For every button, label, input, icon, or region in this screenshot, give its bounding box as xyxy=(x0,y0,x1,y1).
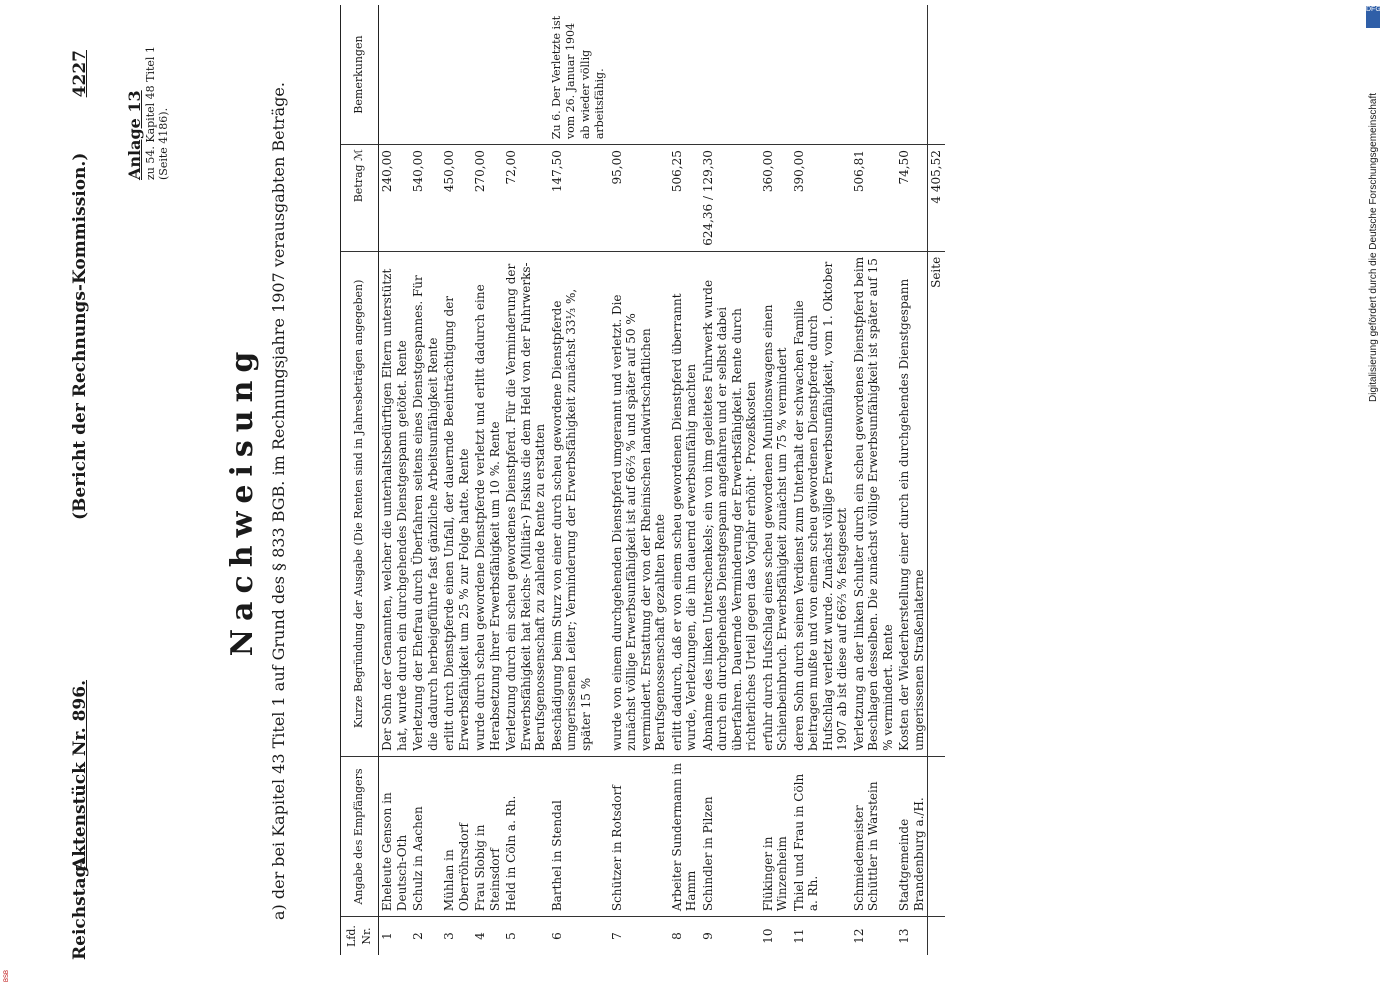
table-row xyxy=(896,5,928,955)
row-number: 5 xyxy=(504,932,518,940)
row-number: 12 xyxy=(851,928,866,944)
row-recipient: Schützer in Rotsdorf xyxy=(609,756,669,916)
row-remark xyxy=(669,5,700,145)
row-amount: 506,81 xyxy=(851,145,897,252)
row-reason: erlitt durch Dienstpferde einen Unfall, der dauernde Beeinträchtigung der Erwerbsfähigkeit um 25 % zur Folge hatte. Rente xyxy=(441,251,472,756)
total-row xyxy=(928,5,945,955)
col-empfaenger: Angabe des Empfängers xyxy=(341,756,379,916)
col-betrag: Betrag ℳ xyxy=(341,145,379,252)
table-row xyxy=(791,5,851,955)
page-number: 4227 xyxy=(70,50,90,98)
row-amount: 624,36 / 129,30 xyxy=(700,145,760,252)
row-reason: wurde von einem durchgehenden Dienstpferd umgerannt und verletzt. Die zunächst völlige Erwerbsunfähigkeit ist auf 66⅔ % und später auf 50 % vermindert. Erstattung der von der Rheinischen landwirtschaftlichen Berufsgenossenschaft gezahlten Rente xyxy=(609,251,669,756)
page-header xyxy=(70,50,110,960)
row-reason: Abnahme des linken Unterschenkels; ein von ihm geleitetes Fuhrwerk wurde durch ein durchgehendes Dienstgespann angefahren und er selbst dabei überfahren. Dauernde Verminderung der Erwerbsfähigkeit. Rente durch richterliches Urteil gegen das Vorjahr erhöht · Prozeßkosten xyxy=(700,251,760,756)
table-row xyxy=(503,5,549,955)
row-reason: erfuhr durch Hufschlag eines scheu gewordenen Munitionswagens einen Schienbeinbruch. Erwerbsfähigkeit zunächst um 75 % vermindert xyxy=(760,251,791,756)
row-reason: Verletzung der Ehefrau durch Überfahren seitens eines Dienstgespannes. Für die dadurch herbeigeführte fast gänzliche Arbeitsunfähigkeit Rente xyxy=(410,251,441,756)
row-reason: wurde durch scheu gewordene Dienstpferde verletzt und erlitt dadurch eine Herabsetzung ihrer Erwerbsfähigkeit um 10 %. Rente xyxy=(472,251,503,756)
total-label: Seite xyxy=(928,251,945,756)
row-amount: 540,00 xyxy=(410,145,441,252)
row-remark xyxy=(410,5,441,145)
document-title: Nachweisung xyxy=(225,343,260,657)
row-recipient: Flükinger in Winzenheim xyxy=(760,756,791,916)
row-amount: 147,50 xyxy=(549,145,609,252)
row-amount: 95,00 xyxy=(609,145,669,252)
row-recipient: Mühlan in Oberröhrsdorf xyxy=(441,756,472,916)
row-recipient: Schmiedemeister Schüttler in Warstein xyxy=(851,756,897,916)
row-amount: 360,00 xyxy=(760,145,791,252)
row-number: 7 xyxy=(609,932,624,940)
col-nr: Lfd. Nr. xyxy=(341,917,379,955)
table-row xyxy=(379,5,411,955)
table-row xyxy=(609,5,669,955)
row-recipient: Stadtgemeinde Brandenburg a./H. xyxy=(896,756,928,916)
row-reason: Der Sohn der Genannten, welcher die unterhaltsbedürftigen Eltern unterstützt hat, wurde durch ein durchgehendes Dienstgespann getötet. Rente xyxy=(379,251,411,756)
col-bemerkungen: Bemerkungen xyxy=(341,5,379,145)
row-number: 8 xyxy=(669,932,684,940)
row-remark xyxy=(700,5,760,145)
row-reason: Verletzung durch ein scheu gewordenes Dienstpferd. Für die Verminderung der Erwerbsfähigkeit hat Reichs- (Militär-) Fiskus die dem Held von der Fuhrwerks-Berufsgenossenschaft zu zahlende Rente zu erstatten xyxy=(503,251,549,756)
anlage-page: (Seite 4186). xyxy=(157,107,170,180)
table-row xyxy=(410,5,441,955)
header-reichstag: Reichstag. xyxy=(70,859,90,960)
digitization-note xyxy=(1368,10,1382,990)
row-amount: 72,00 xyxy=(503,145,549,252)
table-row xyxy=(549,5,609,955)
row-remark xyxy=(441,5,472,145)
row-recipient: Schulz in Aachen xyxy=(410,756,441,916)
row-number: 11 xyxy=(791,928,806,944)
total-amount: 4 405,52 xyxy=(928,145,945,252)
row-remark xyxy=(791,5,851,145)
row-amount: 450,00 xyxy=(441,145,472,252)
row-recipient: Held in Cöln a. Rh. xyxy=(503,756,549,916)
row-remark xyxy=(609,5,669,145)
row-remark xyxy=(503,5,549,145)
row-amount: 74,50 xyxy=(896,145,928,252)
row-number: 13 xyxy=(897,928,911,944)
row-recipient: Schindler in Pilzen xyxy=(700,756,760,916)
row-remark xyxy=(472,5,503,145)
rotated-document xyxy=(10,15,1350,980)
document-subtitle: a) der bei Kapitel 43 Titel 1 auf Grund des § 833 BGB. im Rechnungsjahre 1907 verausgabten Beträge. xyxy=(269,82,288,920)
row-number: 6 xyxy=(549,932,564,940)
row-remark xyxy=(379,5,411,145)
table-row xyxy=(760,5,791,955)
row-recipient: Arbeiter Sundermann in Hamm xyxy=(669,756,700,916)
bsb-stamp: BSB xyxy=(4,969,10,982)
row-remark xyxy=(760,5,791,145)
row-amount: 390,00 xyxy=(791,145,851,252)
row-reason: Verletzung an der linken Schulter durch ein scheu gewordenes Dienstpferd beim Beschlagen desselben. Die zunächst völlige Erwerbsunfähigkeit ist später auf 15 % vermindert. Rente xyxy=(851,251,897,756)
row-number: 10 xyxy=(760,928,775,944)
table-row xyxy=(441,5,472,955)
table-row xyxy=(472,5,503,955)
row-amount: 240,00 xyxy=(379,145,411,252)
row-recipient: Frau Slobig in Steinsdorf xyxy=(472,756,503,916)
row-remark xyxy=(851,5,897,145)
nachweisung-table xyxy=(340,5,945,955)
row-amount: 270,00 xyxy=(472,145,503,252)
row-amount: 506,25 xyxy=(669,145,700,252)
row-number: 2 xyxy=(411,932,425,940)
table-header-row xyxy=(341,5,379,955)
row-number: 4 xyxy=(473,932,487,940)
row-recipient: Eheleute Genson in Deutsch-Oth xyxy=(379,756,411,916)
table-row xyxy=(669,5,700,955)
anlage-ref: zu 54. Kapitel 48 Titel 1 xyxy=(144,46,157,180)
row-number: 9 xyxy=(700,932,715,940)
row-number: 1 xyxy=(380,932,394,940)
table-row xyxy=(700,5,760,955)
row-reason: Beschädigung beim Sturz von einer durch scheu gewordene Dienstpferde umgerissenen Leiter; Verminderung der Erwerbsfähigkeit zunächst 33⅓ %, später 15 % xyxy=(549,251,609,756)
digitization-text: Digitalisierung gefördert durch die Deutsche Forschungsgemeinschaft xyxy=(1368,92,1379,402)
anlage-title: Anlage 13 xyxy=(125,90,144,180)
dfg-logo: DFG xyxy=(1366,6,1380,28)
row-remark: Zu 6. Der Verletzte ist vom 26. Januar 1904 ab wieder völlig arbeitsfähig. xyxy=(549,5,609,145)
header-bericht: (Bericht der Rechnungs-Kommission.) xyxy=(70,152,90,520)
row-number: 3 xyxy=(442,932,456,940)
col-begruendung: Kurze Begründung der Ausgabe (Die Renten sind in Jahresbeträgen angegeben) xyxy=(341,251,379,756)
header-aktenstueck: Aktenstück Nr. 896. xyxy=(70,679,90,870)
table-row xyxy=(851,5,897,955)
row-recipient: Thiel und Frau in Cöln a. Rh. xyxy=(791,756,851,916)
row-reason: erlitt dadurch, daß er von einem scheu gewordenen Dienstpferd überrannt wurde, Verletzungen, die ihn dauernd erwerbsunfähig machten xyxy=(669,251,700,756)
row-reason: deren Sohn durch seinen Verdienst zum Unterhalt der schwachen Familie beitragen mußte und von einem scheu gewordenen Dienstpferde durch Hufschlag verletzt wurde. Zunächst völlige Erwerbsunfähigkeit, vom 1. Oktober 1907 ab ist diese auf 66⅔ % festgesetzt xyxy=(791,251,851,756)
row-reason: Kosten der Wiederherstellung einer durch ein durchgehendes Dienstgespann umgerissenen Straßenlaterne xyxy=(896,251,928,756)
row-recipient: Barthel in Stendal xyxy=(549,756,609,916)
anlage-block xyxy=(125,20,170,180)
row-remark xyxy=(896,5,928,145)
